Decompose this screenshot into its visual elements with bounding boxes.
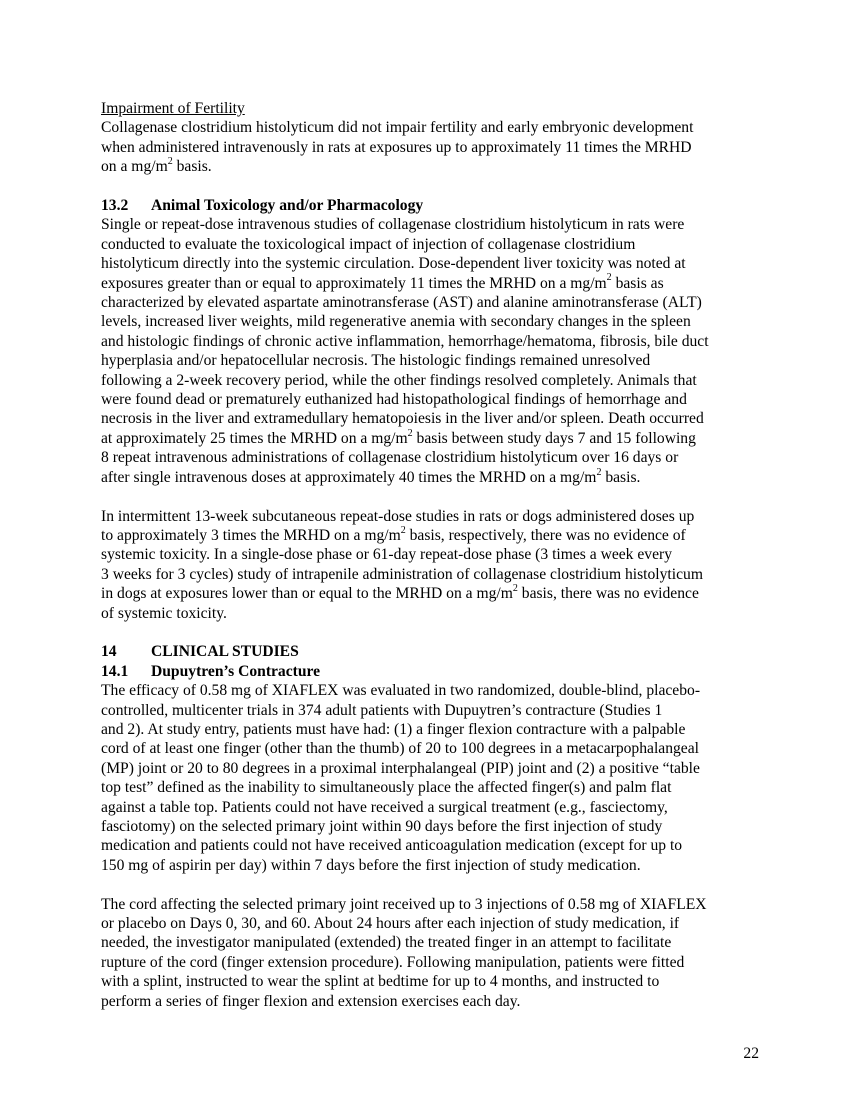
superscript: 2: [167, 156, 173, 168]
text-line: In intermittent 13-week subcutaneous repeat-dose studies in rats or dogs administered doses up: [101, 507, 695, 525]
text-line: perform a series of finger flexion and extension exercises each day.: [101, 992, 521, 1010]
text-line: in dogs at exposures lower than or equal to the MRHD on a $mg/m^2$ basis, there was no evidence: [101, 582, 699, 603]
text-line: when administered intravenously in rats at exposures up to approximately 11 times the MRHD: [101, 138, 692, 156]
section-14-1-number: 14.1: [101, 662, 129, 680]
section-14-1-title: Dupuytren’s Contracture: [151, 662, 321, 680]
text-line: after single intravenous doses at approximately 40 times the MRHD on a $mg/m^2$ basis.: [101, 466, 641, 486]
section-14-1-heading: [101, 662, 765, 681]
text-line: at approximately 25 times the MRHD on a $mg/m^2$ basis between study days 7 and 15 following: [101, 427, 696, 447]
text-line: 8 repeat intravenous administrations of collagenase clostridium histolyticum over 16 days or: [101, 449, 679, 467]
section-13-2-title: Animal Toxicology and/or Pharmacology: [151, 197, 424, 215]
fertility-heading: Impairment of Fertility: [101, 100, 245, 117]
text-line: and 2). At study entry, patients must have had: (1) a finger flexion contracture with a palpable: [101, 720, 686, 738]
text-line: necrosis in the liver and extramedullary hematopoiesis in the liver and/or spleen. Death occurred: [101, 410, 704, 428]
text-line: to approximately 3 times the MRHD on a $mg/m^2$ basis, respectively, there was no evidence of: [101, 524, 686, 544]
text-line: fasciotomy) on the selected primary joint within 90 days before the first injection of study: [101, 817, 663, 835]
section-13-2-number: 13.2: [101, 197, 129, 215]
text-line: of systemic toxicity.: [101, 604, 227, 622]
text-line: The cord affecting the selected primary joint received up to 3 injections of 0.58 mg of XIAFLEX: [101, 895, 707, 913]
fertility-paragraph: [101, 118, 765, 176]
text-line: top test” defined as the inability to simultaneously place the affected finger(s) and palm flat: [101, 779, 672, 797]
text-line: 3 weeks for 3 cycles) study of intrapenile administration of collagenase clostridium histolyticum: [101, 565, 703, 583]
section-13-2-heading: [101, 196, 765, 215]
text-line: conducted to evaluate the toxicological impact of injection of collagenase clostridium: [101, 235, 636, 253]
text-line: on a $mg/m^2$ basis.: [101, 156, 212, 176]
text-line: exposures greater than or equal to approximately 11 times the MRHD on a $mg/m^2$ basis as: [101, 272, 664, 292]
section-14-heading: [101, 642, 765, 661]
section-14-number: 14: [101, 643, 117, 661]
superscript: 2: [400, 524, 406, 536]
section-13-2: [101, 196, 765, 623]
text-line: (MP) joint or 20 to 80 degrees in a proximal interphalangeal (PIP) joint and (2) a positive “table: [101, 759, 700, 777]
text-line: or placebo on Days 0, 30, and 60. About 24 hours after each injection of study medication, if: [101, 915, 680, 932]
text-line: cord of at least one finger (other than the thumb) of 20 to 100 degrees in a metacarpophalangeal: [101, 740, 699, 758]
text-line: were found dead or prematurely euthanized had histopathological findings of hemorrhage and: [101, 391, 687, 409]
text-line: medication and patients could not have received anticoagulation medication (except for up to: [101, 837, 683, 855]
text-line: 150 mg of aspirin per day) within 7 days before the first injection of study medication.: [101, 856, 641, 874]
text-line: with a splint, instructed to wear the splint at bedtime for up to 4 months, and instructed to: [101, 973, 660, 991]
text-line: against a table top. Patients could not have received a surgical treatment (e.g., fasciectomy,: [101, 798, 668, 816]
section-13-2-paragraph-2: [101, 507, 765, 623]
section-14-1-paragraph-2: [101, 895, 765, 1011]
text-line: rupture of the cord (finger extension procedure). Following manipulation, patients were fitted: [101, 953, 685, 971]
text-line: histolyticum directly into the systemic circulation. Dose-dependent liver toxicity was noted at: [101, 255, 686, 273]
text-line: hyperplasia and/or hepatocellular necrosis. The histologic findings remained unresolved: [101, 352, 651, 370]
document-page: [101, 99, 765, 1011]
text-line: characterized by elevated aspartate aminotransferase (AST) and alanine aminotransferase (ALT): [101, 294, 702, 312]
superscript: 2: [407, 427, 413, 439]
text-line: controlled, multicenter trials in 374 adult patients with Dupuytren’s contracture (Studies 1: [101, 701, 663, 719]
section-14: [101, 642, 765, 1011]
text-line: following a 2-week recovery period, while the other findings resolved completely. Animals that: [101, 371, 697, 389]
text-line: levels, increased liver weights, mild regenerative anemia with secondary changes in the spleen: [101, 313, 691, 331]
fertility-section: [101, 99, 765, 177]
page-number: 22: [743, 1045, 759, 1062]
superscript: 2: [606, 272, 612, 284]
section-13-2-paragraph-1: [101, 215, 765, 487]
text-line: Single or repeat-dose intravenous studies of collagenase clostridium histolyticum in rats were: [101, 216, 685, 234]
section-14-title: CLINICAL STUDIES: [151, 643, 299, 661]
text-line: needed, the investigator manipulated (extended) the treated finger in an attempt to facilitate: [101, 934, 672, 952]
superscript: 2: [512, 582, 518, 594]
text-line: Collagenase clostridium histolyticum did not impair fertility and early embryonic development: [101, 119, 694, 137]
text-line: and histologic findings of chronic active inflammation, hemorrhage/hematoma, fibrosis, bile duct: [101, 332, 709, 350]
superscript: 2: [596, 466, 602, 478]
text-line: systemic toxicity. In a single-dose phase or 61-day repeat-dose phase (3 times a week every: [101, 546, 672, 564]
text-line: The efficacy of 0.58 mg of XIAFLEX was evaluated in two randomized, double-blind, placebo-: [101, 682, 701, 700]
section-14-1-paragraph-1: [101, 681, 765, 875]
